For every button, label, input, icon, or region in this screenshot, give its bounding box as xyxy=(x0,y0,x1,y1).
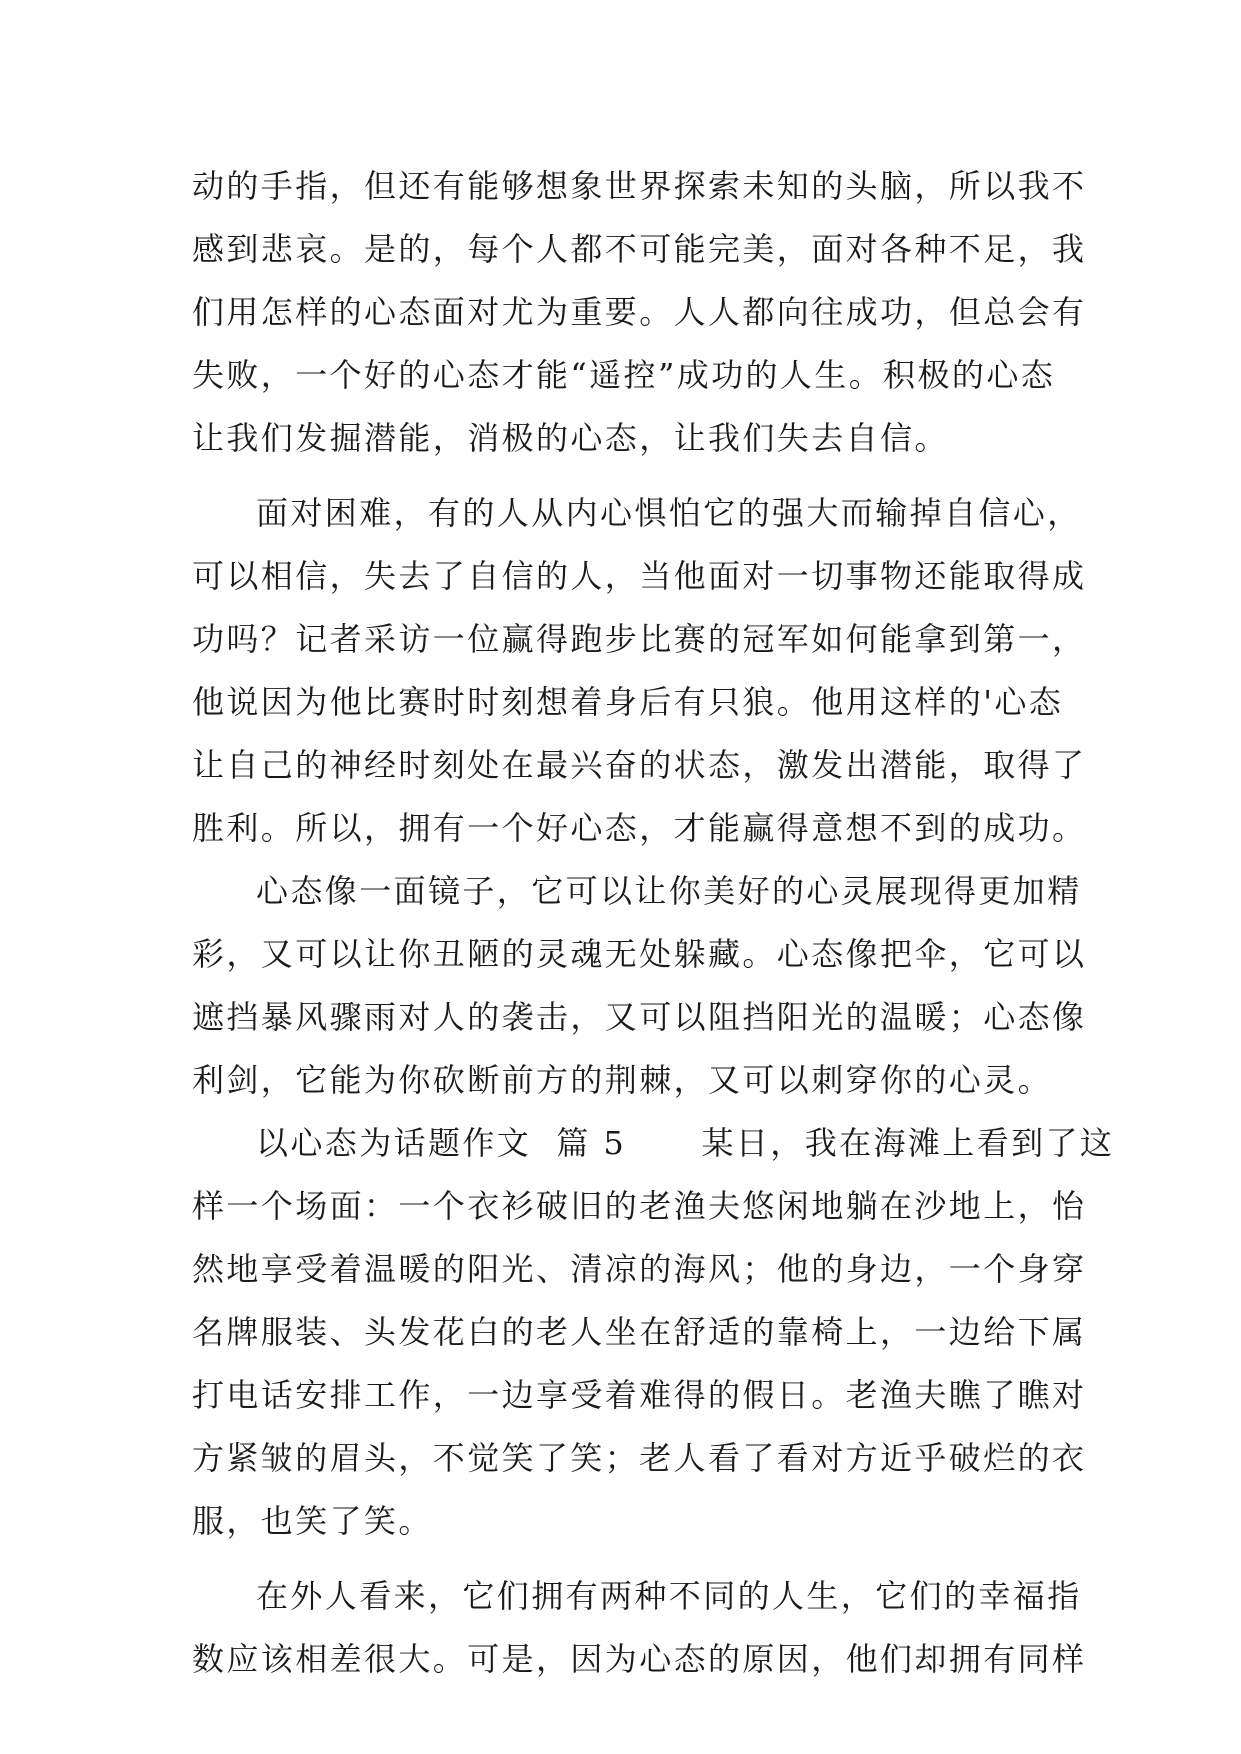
text-line: 名牌服装、头发花白的老人坐在舒适的靠椅上，一边给下属 xyxy=(192,1313,1087,1351)
paragraph-gap xyxy=(192,1553,1054,1565)
text-line: 们用怎样的心态面对尤为重要。人人都向往成功，但总会有 xyxy=(192,293,1087,331)
text-line: 方紧皱的眉头，不觉笑了笑；老人看了看对方近乎破烂的衣 xyxy=(192,1439,1087,1477)
text-line: 胜利。所以，拥有一个好心态，才能赢得意想不到的成功。 xyxy=(192,809,1087,847)
text-line: 动的手指，但还有能够想象世界探索未知的头脑，所以我不 xyxy=(192,167,1087,205)
text-line: 数应该相差很大。可是，因为心态的原因，他们却拥有同样 xyxy=(192,1640,1087,1678)
text-line: 面对困难，有的人从内心惧怕它的强大而输掉自信心， xyxy=(256,494,1082,532)
text-line: 他说因为他比赛时时刻想着身后有只狼。他用这样的'心态 xyxy=(192,683,1064,721)
text-line: 样一个场面：一个衣衫破旧的老渔夫悠闲地躺在沙地上，怡 xyxy=(192,1187,1087,1225)
text-line: 彩，又可以让你丑陋的灵魂无处躲藏。心态像把伞，它可以 xyxy=(192,935,1087,973)
text-line: 可以相信，失去了自信的人，当他面对一切事物还能取得成 xyxy=(192,557,1087,595)
text-line: 服，也笑了笑。 xyxy=(192,1502,433,1540)
text-line: 然地享受着温暖的阳光、清凉的海风；他的身边，一个身穿 xyxy=(192,1250,1087,1288)
text-line: 遮挡暴风骤雨对人的袭击，又可以阻挡阳光的温暖；心态像 xyxy=(192,998,1087,1036)
text-line: 心态像一面镜子，它可以让你美好的心灵展现得更加精 xyxy=(256,872,1082,910)
text-line: 利剑，它能为你砍断前方的荆棘，又可以刺穿你的心灵。 xyxy=(192,1061,1053,1099)
text-line: 在外人看来，它们拥有两种不同的人生，它们的幸福指 xyxy=(256,1577,1082,1615)
text-line: 让我们发掘潜能，消极的心态，让我们失去自信。 xyxy=(192,419,949,457)
text-line: 功吗？记者采访一位赢得跑步比赛的冠军如何能拿到第一， xyxy=(192,620,1087,658)
text-line: 感到悲哀。是的，每个人都不可能完美，面对各种不足，我 xyxy=(192,230,1087,268)
text-line: 失败，一个好的心态才能“遥控”成功的人生。积极的心态 xyxy=(192,356,1056,394)
text-line: 让自己的神经时刻处在最兴奋的状态，激发出潜能，取得了 xyxy=(192,746,1087,784)
text-line: 打电话安排工作，一边享受着难得的假日。老渔夫瞧了瞧对 xyxy=(192,1376,1087,1414)
document-body xyxy=(192,155,1115,1691)
paragraph-gap xyxy=(192,470,1054,482)
text-line: 以心态为话题作文 篇 5 某日，我在海滩上看到了这 xyxy=(256,1124,1115,1162)
